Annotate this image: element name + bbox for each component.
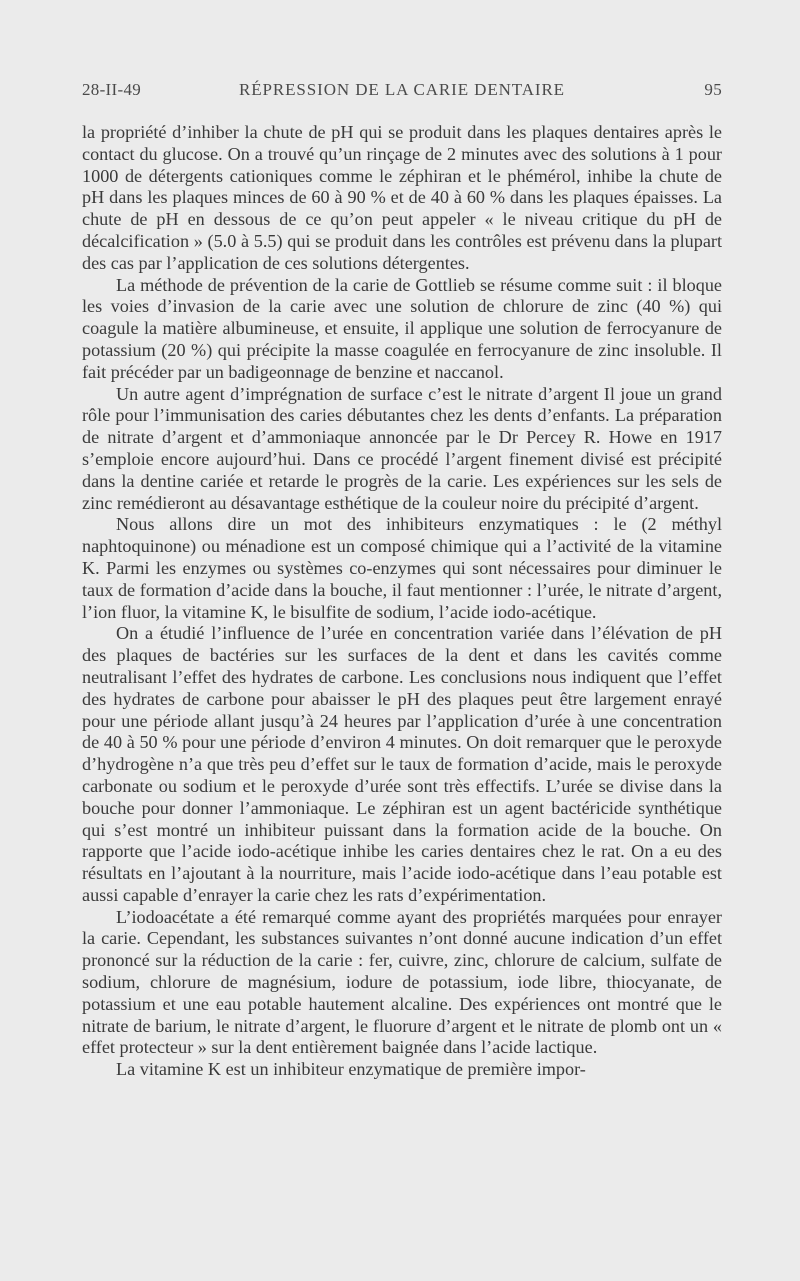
running-title: RÉPRESSION DE LA CARIE DENTAIRE [239, 80, 565, 99]
page-number: 95 [704, 80, 722, 99]
paragraph-enzymatic-inhibitors: Nous allons dire un mot des inhibiteurs enzymatiques : le (2 méthyl naphtoquinone) ou ménadione est un composé chimique qui a l’activité de la vitamine K. Parmi les enzymes ou systèmes co-enzymes qui sont nécessaires pour diminuer le taux de formation d’acide dans la bouche, il faut mentionner : l’urée, le nitrate d’argent, l’ion fluor, la vitamine K, le bisulfite de sodium, l’acide iodo-acétique. [82, 514, 722, 622]
running-header [82, 80, 722, 104]
paragraph-iodoacetate: L’iodoacétate a été remarqué comme ayant des propriétés marquées pour enrayer la carie. Cependant, les substances suivantes n’ont donné aucune indication d’un effet prononcé sur la réduction de la carie : fer, cuivre, zinc, chlorure de calcium, sulfate de sodium, chlorure de magnésium, iodure de potassium, iode libre, thiocyanate, de potassium et une eau potable hautement alcaline. Des expériences ont montré que le nitrate de barium, le nitrate d’argent, le fluorure d’argent et le nitrate de plomb ont un « effet protecteur » sur la dent entièrement baignée dans l’acide lactique. [82, 906, 722, 1058]
paragraph-vitamin-k: La vitamine K est un inhibiteur enzymatique de première impor- [116, 1059, 586, 1080]
paragraph-continuation: la propriété d’inhiber la chute de pH qui se produit dans les plaques dentaires après le contact du glucose. On a trouvé qu’un rinçage de 2 minutes avec des solutions à 1 pour 1000 de détergents cationiques comme le zéphiran et le phémérol, inhibe la chute de pH dans les plaques minces de 60 à 90 % et de 40 à 60 % dans les plaques épaisses. La chute de pH en dessous de ce qu’on peut appeler « le niveau critique du pH de décalcification » (5.0 à 5.5) qui se produit dans les contrôles est prévenu dans la plupart des cas par l’application de ces solutions détergentes. [82, 122, 722, 273]
paragraph-gottlieb-method: La méthode de prévention de la carie de Gottlieb se résume comme suit : il bloque les voies d’invasion de la carie avec une solution de chlorure de zinc (40 %) qui coagule la matière albumineuse, et ensuite, il applique une solution de ferrocyanure de potassium (20 %) qui précipite la masse coagulée en ferrocyanure de zinc insoluble. Il fait précéder par un badigeonnage de benzine et naccanol. [82, 274, 722, 382]
header-date: 28-II-49 [82, 80, 142, 99]
body-text [82, 122, 722, 1081]
paragraph-silver-nitrate: Un autre agent d’imprégnation de surface c’est le nitrate d’argent Il joue un grand rôle pour l’immunisation des caries débutantes chez les dents d’enfants. La préparation de nitrate d’argent et d’ammoniaque annoncée par le Dr Percey R. Howe en 1917 s’emploie encore aujourd’hui. Dans ce procédé l’argent finement divisé est précipité dans la dentine cariée et retarde le progrès de la carie. Les expériences sur les sels de zinc remédieront au désavantage esthétique de la couleur noire du précipité d’argent. [82, 383, 722, 513]
paragraph-urea-influence: On a étudié l’influence de l’urée en concentration variée dans l’élévation de pH des plaques de bactéries sur les surfaces de la dent et dans les cavités comme neutralisant l’effet des hydrates de carbone. Les conclusions nous indiquent que l’effet des hydrates de carbone pour abaisser le pH des plaques peut être largement enrayé pour une période allant jusqu’à 24 heures par l’application d’urée à une concentration de 40 à 50 % pour une période d’environ 4 minutes. On doit remarquer que le peroxyde d’hydrogène n’a que très peu d’effet sur le taux de formation d’acide, mais le peroxyde carbonate ou sodium et le peroxyde d’urée sont très effectifs. L’urée se divise dans la bouche pour donner l’ammoniaque. Le zéphiran est un agent bactéricide synthétique qui s’est montré un inhibiteur puissant dans la formation acide de la bouche. On rapporte que l’acide iodo-acétique inhibe les caries dentaires chez le rat. On a eu des résultats en l’ajoutant à la nourriture, mais l’acide iodo-acétique dans l’eau potable est aussi capable d’enrayer la carie chez les rats d’expérimentation. [82, 623, 722, 905]
